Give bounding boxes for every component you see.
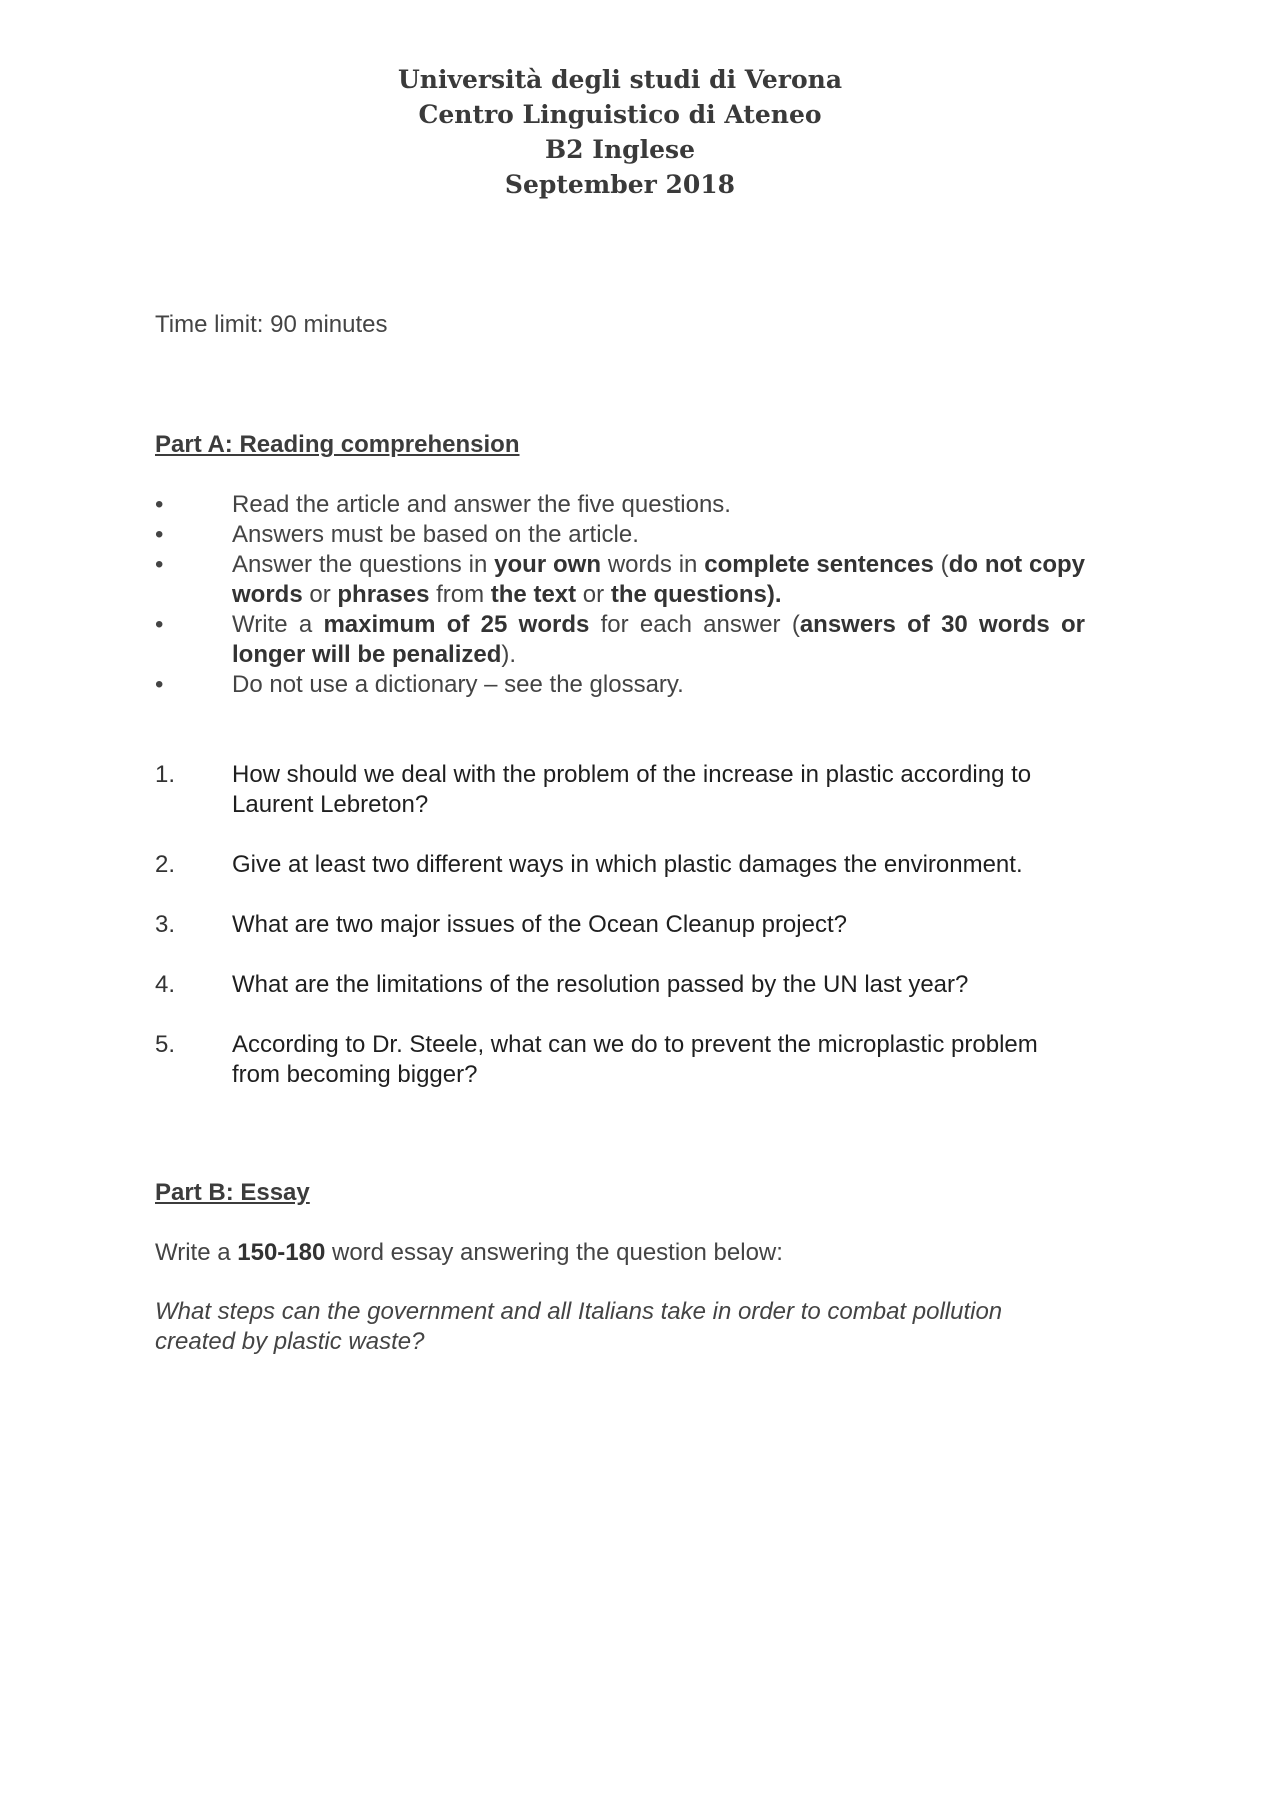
instruction-item — [155, 520, 1085, 550]
essay-instructions — [155, 1238, 1085, 1268]
essay-question: What steps can the government and all Italians take in order to combat pollution created by plastic waste? — [155, 1298, 1003, 1355]
instruction-item — [155, 610, 1085, 670]
instruction-text: or — [302, 581, 338, 608]
question-number: 1. — [155, 761, 176, 788]
instruction-item — [155, 550, 1085, 610]
question-text: What are two major issues of the Ocean Cleanup project? — [232, 911, 847, 938]
part-a-heading: Part A: Reading comprehension — [155, 431, 520, 458]
question-text: According to Dr. Steele, what can we do to prevent the microplastic problem from becoming bigger? — [232, 1031, 1038, 1088]
instruction-text: or — [576, 581, 611, 608]
bullet-icon: • — [155, 551, 164, 578]
question-number: 4. — [155, 971, 176, 998]
essay-instructions-text: Write a — [155, 1239, 238, 1266]
bullet-icon: • — [155, 491, 164, 518]
university-name: Università degli studi di Verona — [397, 65, 843, 94]
instruction-text: ( — [933, 551, 949, 578]
instruction-text: Answer the questions in — [232, 551, 495, 578]
question-number: 3. — [155, 911, 176, 938]
question-number: 2. — [155, 851, 176, 878]
question-text: What are the limitations of the resolution passed by the UN last year? — [232, 971, 969, 998]
question-text: Give at least two different ways in which plastic damages the environment. — [232, 851, 1023, 878]
instruction-item — [155, 490, 1085, 520]
instruction-emphasis: phrases — [337, 581, 430, 608]
instructions-list — [155, 490, 1085, 700]
question-item — [155, 970, 1085, 1000]
instruction-text: for each answer ( — [589, 611, 800, 638]
question-text: How should we deal with the problem of the increase in plastic according to Laurent Lebreton? — [232, 761, 1032, 818]
question-number: 5. — [155, 1031, 176, 1058]
question-item — [155, 910, 1085, 940]
document-header — [0, 62, 1240, 202]
instruction-text: Do not use a dictionary – see the glossary. — [232, 671, 684, 698]
question-item — [155, 850, 1085, 880]
exam-level: B2 Inglese — [545, 135, 695, 164]
essay-instructions-text: word essay answering the question below: — [325, 1239, 783, 1266]
instruction-item — [155, 670, 1085, 700]
instruction-text: words in — [601, 551, 705, 578]
instruction-text: ). — [501, 641, 517, 668]
bullet-icon: • — [155, 671, 164, 698]
language-centre-name: Centro Linguistico di Ateneo — [418, 100, 822, 129]
instruction-emphasis: answers of 30 words or longer will be penalized — [232, 611, 1085, 668]
instruction-emphasis: the questions). — [610, 581, 782, 608]
instruction-text: Write a — [232, 611, 324, 638]
instruction-emphasis: the text — [490, 581, 577, 608]
part-b-heading: Part B: Essay — [155, 1179, 310, 1206]
instruction-text: from — [429, 581, 491, 608]
questions-list — [155, 760, 1085, 1120]
bullet-icon: • — [155, 521, 164, 548]
instruction-emphasis: your own — [494, 551, 602, 578]
question-item — [155, 1030, 1085, 1090]
essay-word-count: 150-180 — [237, 1239, 326, 1266]
bullet-icon: • — [155, 611, 164, 638]
instruction-emphasis: complete sentences — [704, 551, 934, 578]
exam-date: September 2018 — [504, 170, 736, 199]
instruction-emphasis: do not copy words — [232, 551, 1086, 608]
question-item — [155, 760, 1085, 820]
instruction-text: Read the article and answer the five questions. — [232, 491, 731, 518]
instruction-emphasis: maximum of 25 words — [323, 611, 590, 638]
instruction-text: Answers must be based on the article. — [232, 521, 639, 548]
time-limit: Time limit: 90 minutes — [155, 311, 388, 338]
